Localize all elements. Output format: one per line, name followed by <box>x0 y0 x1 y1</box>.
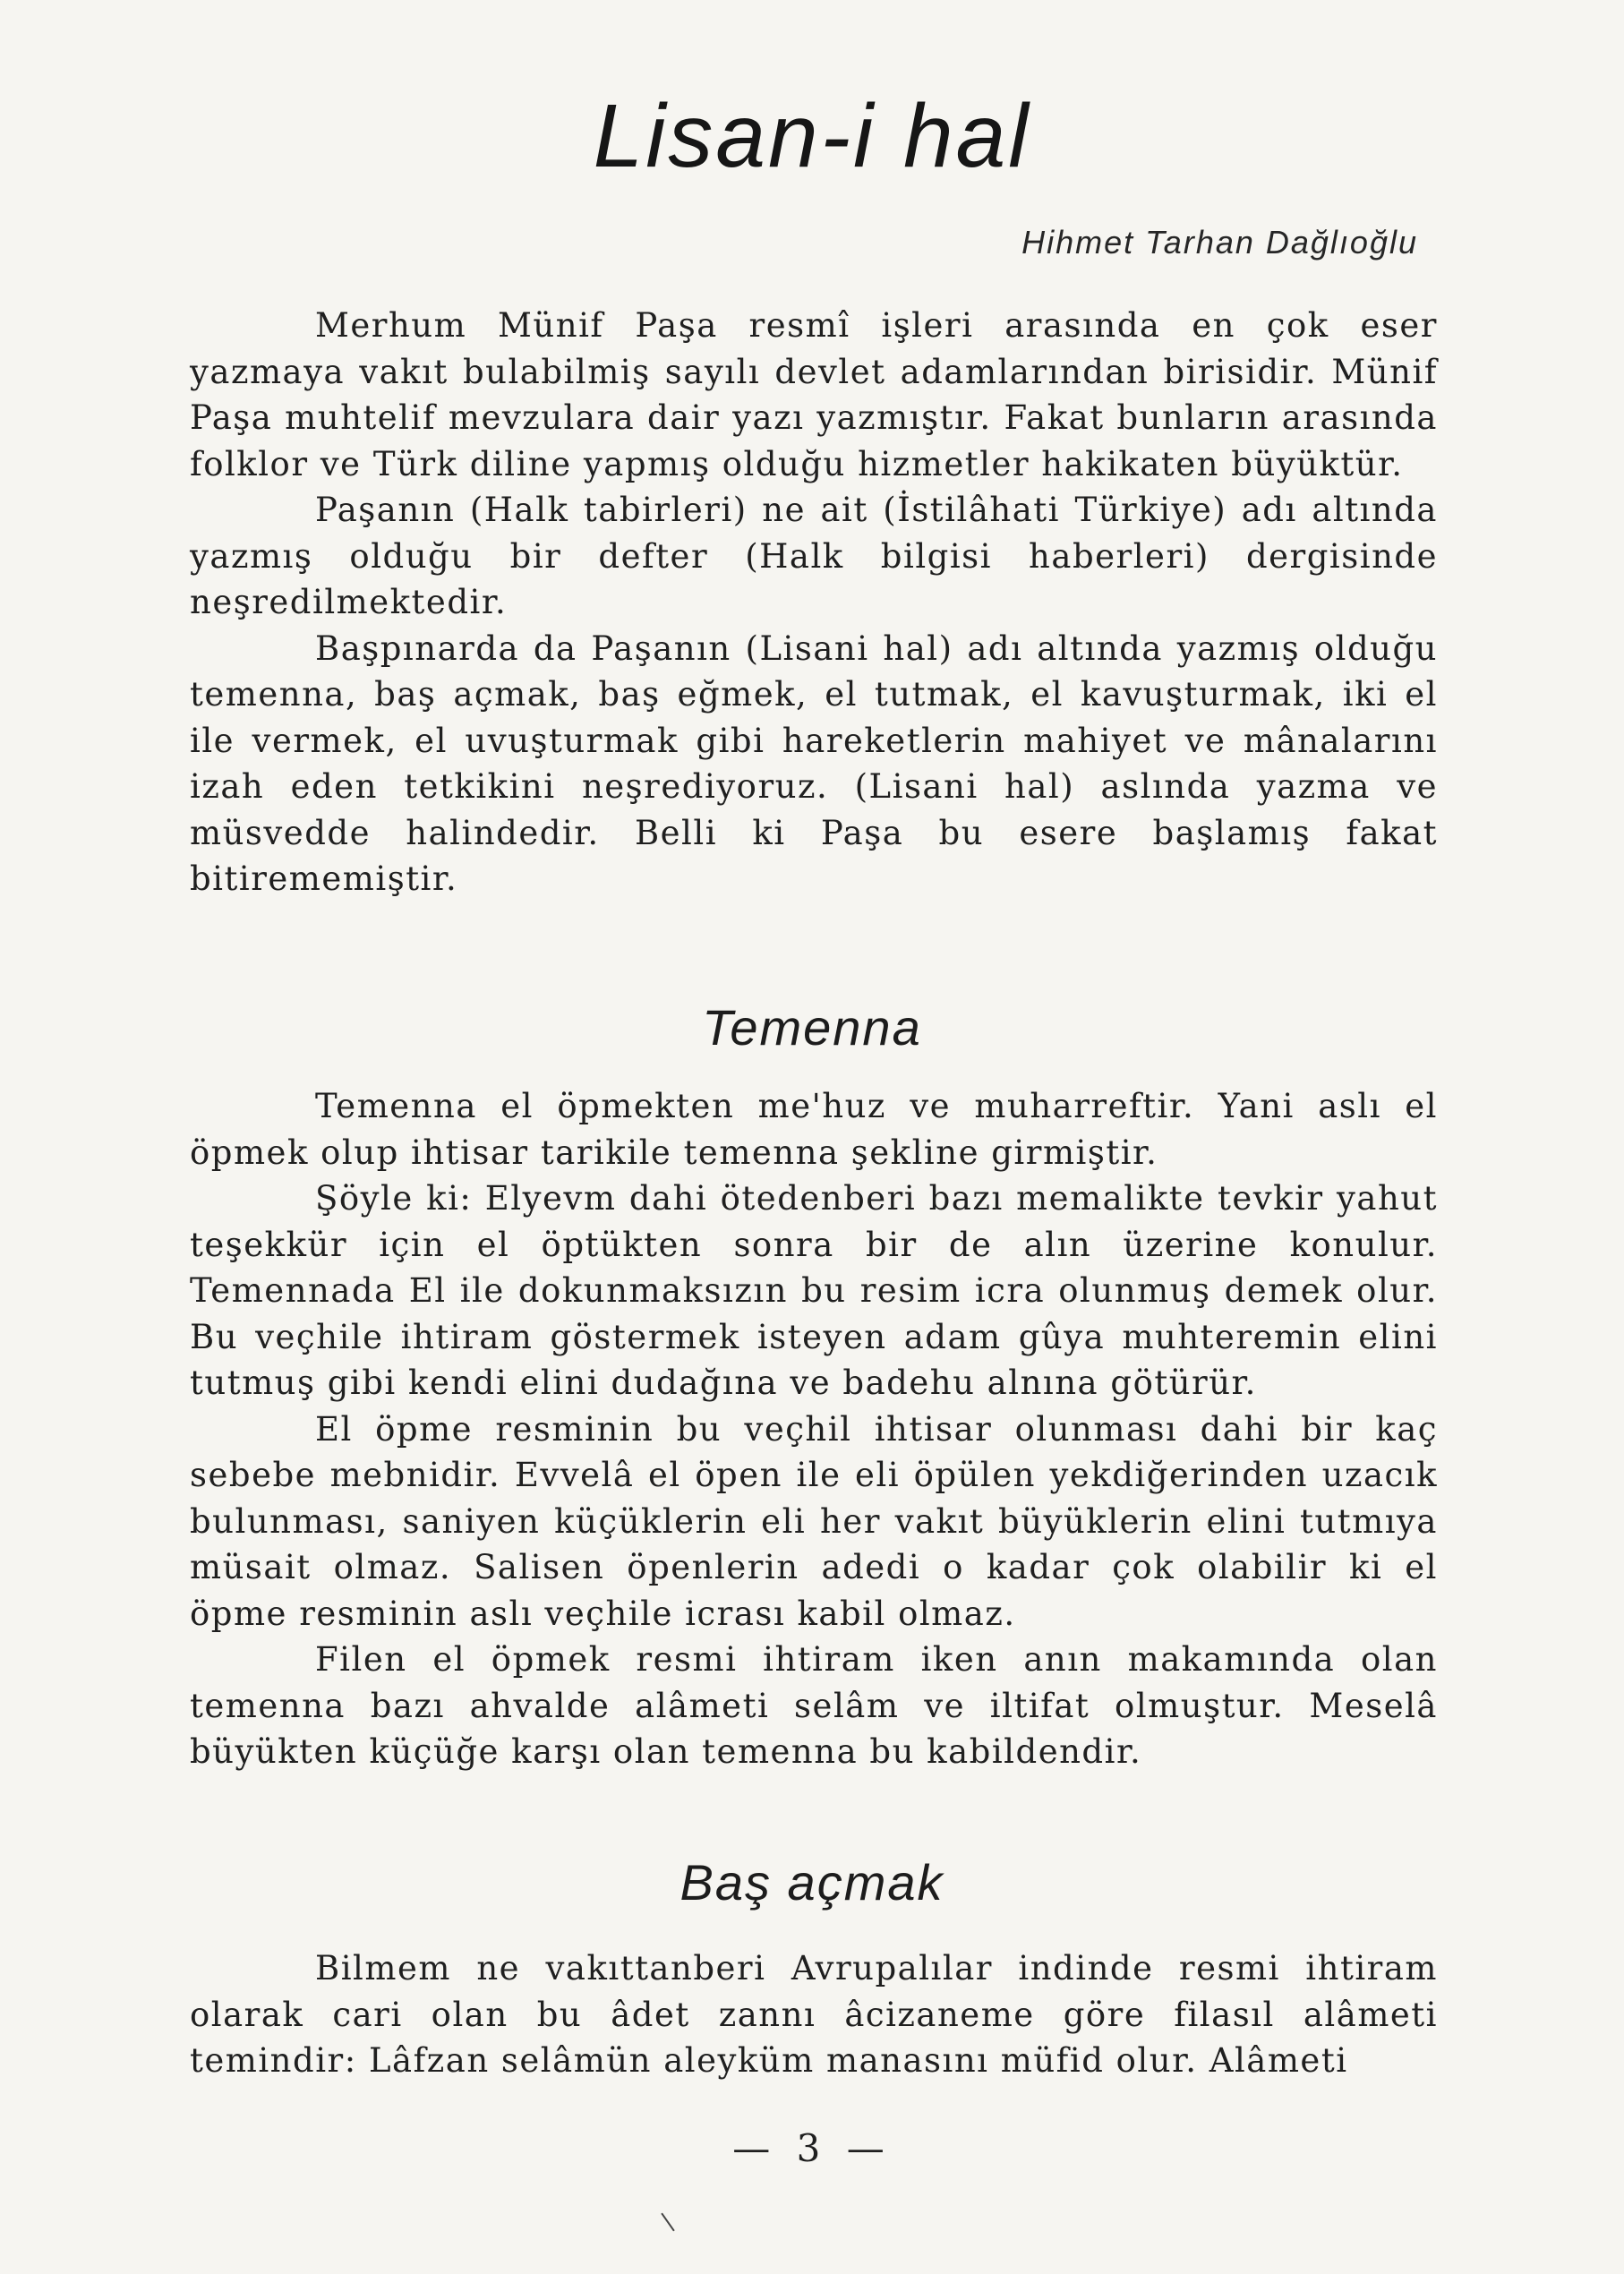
bas-acmak-paragraph-1: Bilmem ne vakıttanberi Avrupalılar indinde resmi ihtiram olarak cari olan bu âdet zannı âcizaneme göre filasıl alâmeti temindir: Lâfzan selâmün aleyküm manasını müfid olur. Alâmeti <box>190 1949 1438 2080</box>
article-title: Lisan-i hal <box>593 86 1031 186</box>
intro-section <box>190 303 1438 902</box>
temenna-paragraph-2: Şöyle ki: Elyevm dahi ötedenberi bazı memalikte tevkir yahut teşekkür için el öptükten sonra bir de alın üzerine konulur. Temennada El ile dokunmaksızın bu resim icra olunmuş demek olur. Bu veçhile ihtiram göstermek isteyen adam gûya muhteremin elini tutmuş gibi kendi elini dudağına ve badehu alnına götürür. <box>190 1179 1438 1402</box>
section-heading-temenna: Temenna <box>702 999 922 1056</box>
scan-mark <box>661 2213 674 2232</box>
temenna-paragraph-3: El öpme resminin bu veçhil ihtisar olunması dahi bir kaç sebebe mebnidir. Evvelâ el öpen ile eli öpülen yekdiğerinden uzacık bulunması, saniyen küçüklerin eli her vakıt büyüklerin elini tutmıya müsait olmaz. Salisen öpenlerin adedi o kadar çok olabilir ki el öpme resminin aslı veçhile icrası kabil olmaz. <box>190 1409 1438 1633</box>
intro-paragraph-1: Merhum Münif Paşa resmî işleri arasında en çok eser yazmaya vakıt bulabilmiş sayılı devlet adamlarından birisidir. Münif Paşa muhtelif mevzulara dair yazı yazmıştır. Fakat bunların arasında folklor ve Türk diline yapmış olduğu hizmetler hakikaten büyüktür. <box>190 306 1438 483</box>
intro-paragraph-2: Paşanın (Halk tabirleri) ne ait (İstilâhati Türkiye) adı altında yazmış olduğu bir defter (Halk bilgisi haberleri) dergisinde neşredilmektedir. <box>190 491 1438 621</box>
bas-acmak-section <box>190 1945 1438 2084</box>
intro-paragraph-3: Başpınarda da Paşanın (Lisani hal) adı altında yazmış olduğu temenna, baş açmak, baş eğmek, el tutmak, el kavuşturmak, iki el ile vermek, el uvuşturmak gibi hareketlerin mahiyet ve mânalarını izah eden tetkikini neşrediyoruz. (Lisani hal) aslında yazma ve müsvedde halindedir. Belli ki Paşa bu esere başlamış fakat bitirememiştir. <box>190 628 1438 898</box>
temenna-paragraph-4: Filen el öpmek resmi ihtiram iken anın makamında olan temenna bazı ahvalde alâmeti selâm ve iltifat olmuştur. Meselâ büyükten küçüğe karşı olan temenna bu kabildendir. <box>190 1640 1438 1771</box>
temenna-section <box>190 1083 1438 1775</box>
author-name: Hihmet Tarhan Dağlıoğlu <box>1021 224 1418 261</box>
temenna-paragraph-1: Temenna el öpmekten me'huz ve muharreftir. Yani aslı el öpmek olup ihtisar tarikile temenna şekline girmiştir. <box>190 1087 1438 1172</box>
page-number: — 3 — <box>732 2126 892 2170</box>
section-heading-bas-acmak: Baş açmak <box>680 1854 944 1911</box>
